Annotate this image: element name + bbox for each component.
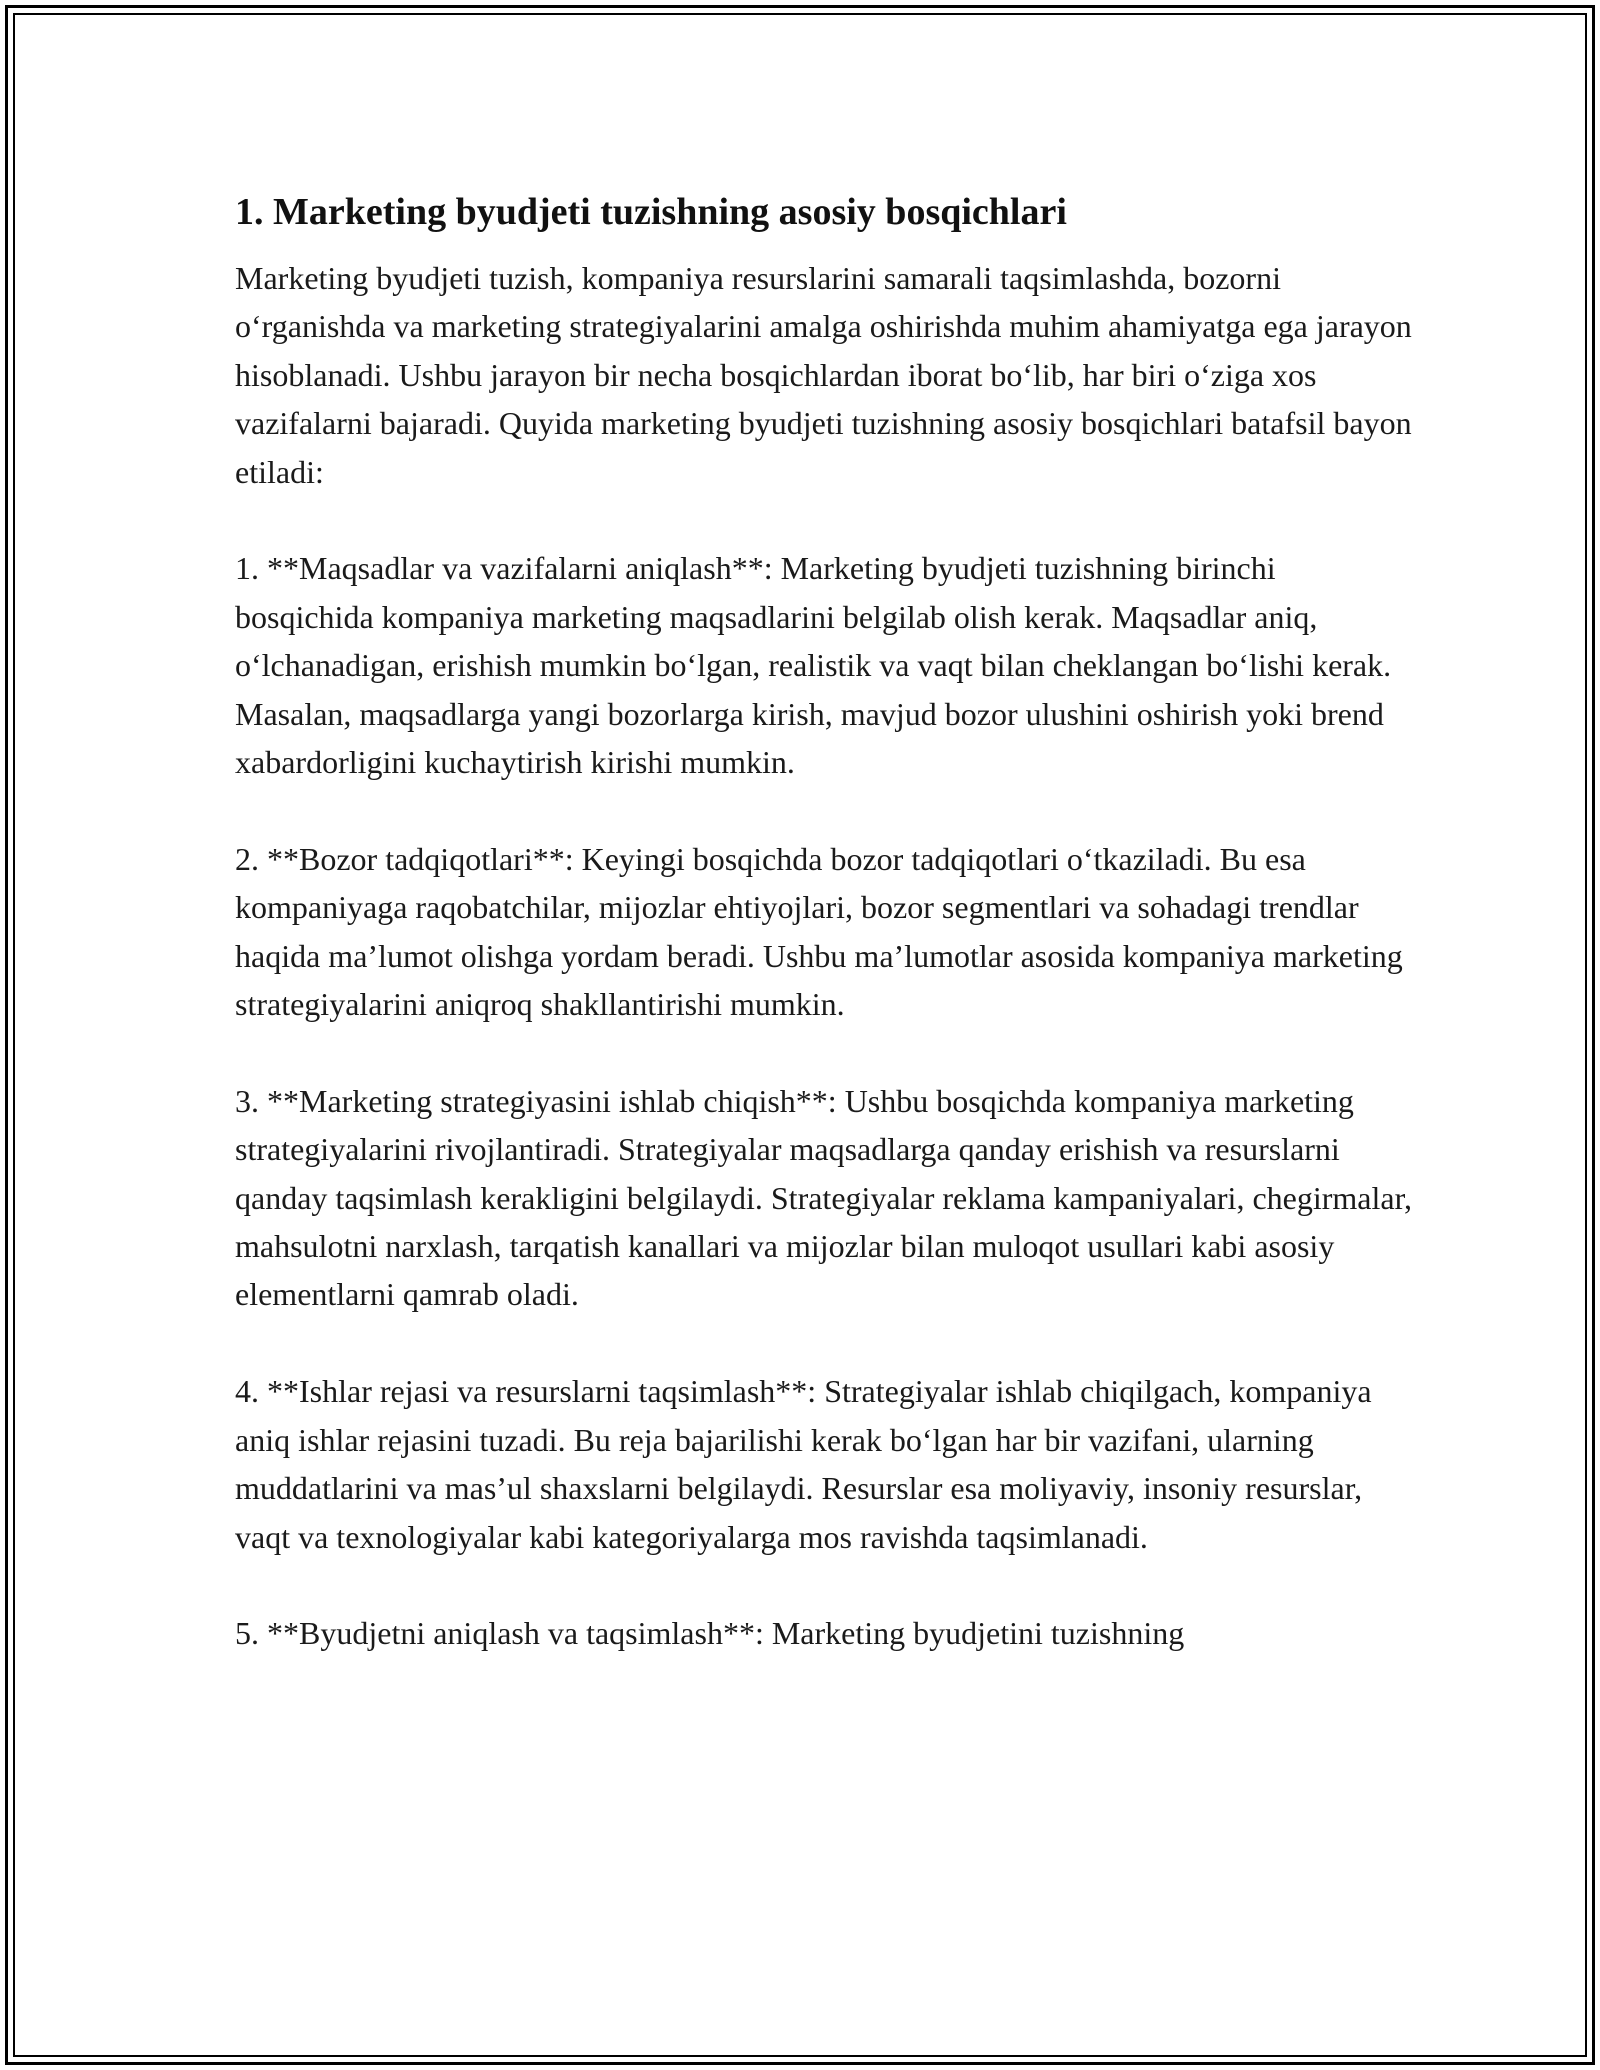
document-body (235, 183, 1415, 1706)
step-1-paragraph: 1. **Maqsadlar va vazifalarni aniqlash**: Marketing byudjeti tuzishning birinchi bosqichida kompaniya marketing maqsadlarini belgilab olish kerak. Maqsadlar aniq, o‘lchanadigan, erishish mumkin bo‘lgan, realistik va vaqt bilan cheklangan bo‘lishi kerak. Masalan, maqsadlarga yangi bozorlarga kirish, mavjud bozor ulushini oshirish yoki brend xabardorligini kuchaytirish kirishi mumkin. (235, 550, 1392, 781)
step-4-paragraph: 4. **Ishlar rejasi va resurslarni taqsimlash**: Strategiyalar ishlab chiqilgach, kompaniya aniq ishlar rejasini tuzadi. Bu reja bajarilishi kerak bo‘lgan har bir vazifani, ularning muddatlarini va mas’ul shaxslarni belgilaydi. Resurslar esa moliyaviy, insoniy resurslar, vaqt va texnologiyalar kabi kategoriyalarga mos ravishda taqsimlanadi. (235, 1373, 1372, 1555)
step-5-paragraph: 5. **Byudjetni aniqlash va taqsimlash**: Marketing byudjetini tuzishning (235, 1615, 1185, 1652)
step-2-paragraph: 2. **Bozor tadqiqotlari**: Keyingi bosqichda bozor tadqiqotlari o‘tkaziladi. Bu esa kompaniyaga raqobatchilar, mijozlar ehtiyojlari, bozor segmentlari va sohadagi trendlar haqida ma’lumot olishga yordam beradi. Ushbu ma’lumotlar asosida kompaniya marketing strategiyalarini aniqroq shakllantirishi mumkin. (235, 840, 1403, 1023)
step-3-paragraph: 3. **Marketing strategiyasini ishlab chiqish**: Ushbu bosqichda kompaniya marketing strategiyalarini rivojlantiradi. Strategiyalar maqsadlarga qanday erishish va resurslarni qanday taqsimlash kerakligini belgilaydi. Strategiyalar reklama kampaniyalari, chegirmalar, mahsulotni narxlash, tarqatish kanallari va mijozlar bilan muloqot usullari kabi asosiy elementlarni qamrab oladi. (235, 1082, 1412, 1313)
intro-paragraph: Marketing byudjeti tuzish, kompaniya resurslarini samarali taqsimlashda, bozorni o‘rganishda va marketing strategiyalarini amalga oshirishda muhim ahamiyatga ega jarayon hisoblanadi. Ushbu jarayon bir necha bosqichlardan iborat bo‘lib, har biri o‘ziga xos vazifalarni bajaradi. Quyida marketing byudjeti tuzishning asosiy bosqichlari batafsil bayon etiladi: (235, 260, 1412, 490)
section-heading: 1. Marketing byudjeti tuzishning asosiy bosqichlari (235, 191, 1067, 233)
